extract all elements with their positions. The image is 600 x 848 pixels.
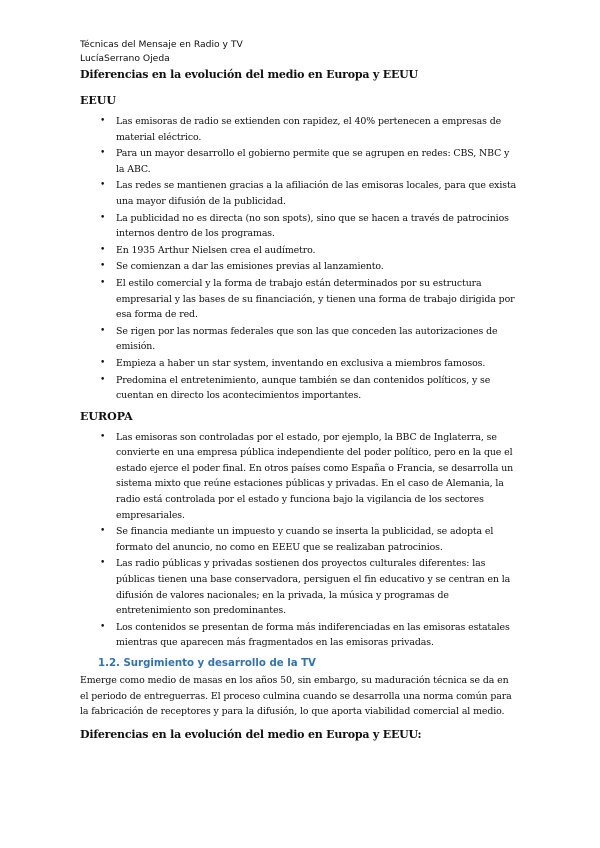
bullet-icon: • [100,558,106,569]
bullet-icon: • [100,244,106,255]
list-item: • Para un mayor desarrollo el gobierno permite que se agrupen en redes: CBS, NBC y la ABC. [100,148,510,175]
list-item: • Se rigen por las normas federales que son las que conceden las autorizaciones de emisión. [100,325,498,353]
bullet-icon: • [100,180,106,191]
subsection-heading: 1.2. Surgimiento y desarrollo de la TV [98,658,316,669]
europa-heading: EUROPA [80,409,133,423]
bullet-icon: • [100,374,106,385]
eeuu-heading: EEUU [80,94,116,107]
list-item: • En 1935 Arthur Nielsen crea el audímetro. [80,243,518,259]
header-author: LucíaSerrano Ojeda [80,53,170,64]
bullet-icon: • [100,357,106,368]
list-item: • Las redes se mantienen gracias a la afiliación de las emisoras locales, para que exista una mayor difusión de la publicidad. [100,180,517,207]
bullet-icon: • [100,148,106,159]
bullet-icon: • [100,325,106,336]
subsection-paragraph: Emerge como medio de masas en los años 50, sin embargo, su maduración técnica se da en el periodo de entreguerras. El proceso culmina cuando se desarrolla una norma común para la fabricación de receptores y para la difusión, lo que aporta viabilidad comercial al medio. [80,675,512,718]
list-item: • El estilo comercial y la forma de trabajo están determinados por su estructura empresarial y las bases de su financiación, y tienen una forma de trabajo dirigida por esa forma de red. [100,277,515,321]
list-item: • Las emisoras son controladas por el estado, por ejemplo, la BBC de Inglaterra, se convierte en una empresa pública independiente del poder político, pero en la que el estado ejerce el poder final. En otros países como España o Francia, se desarrolla un sistema mixto que reúne estaciones públicas y privadas. En el caso de Alemania, la radio está controlada por el estado y funciona bajo la vigilancia de los sectores empresariales. [100,431,514,521]
europa-bullet-list [80,430,518,651]
list-item: • Las radio públicas y privadas sostienen dos proyectos culturales diferentes: las públicas tienen una base conservadora, persiguen el fin educativo y se centran en la difusión de valores nacionales; en la privada, la música y programas de entretenimiento son predominantes. [100,558,511,617]
list-item: • Predomina el entretenimiento, aunque también se dan contenidos políticos, y se cuentan en directo los acontecimientos importantes. [100,374,491,402]
section-title: Diferencias en la evolución del medio en Europa y EEUU [80,68,418,81]
bullet-icon: • [100,621,106,632]
header-course-title: Técnicas del Mensaje en Radio y TV [80,39,243,50]
list-item: • La publicidad no es directa (no son spots), sino que se hacen a través de patrocinios internos dentro de los programas. [100,212,509,240]
eeuu-bullet-list [80,114,518,404]
bullet-icon: • [100,261,106,272]
bullet-icon: • [100,277,106,288]
list-item: • Se financia mediante un impuesto y cuando se inserta la publicidad, se adopta el formato del anuncio, no como en EEEU que se realizaban patrocinios. [100,526,494,553]
list-item: • Se comienzan a dar las emisiones previas al lanzamiento. [80,259,518,275]
list-item: • Las emisoras de radio se extienden con rapidez, el 40% pertenecen a empresas de material eléctrico. [100,116,502,143]
bullet-icon: • [100,431,106,442]
document-body [80,68,518,742]
bullet-icon: • [100,212,106,223]
list-item: • Los contenidos se presentan de forma más indiferenciadas en las emisoras estatales mientras que aparecen más fragmentados en las emisoras privadas. [100,621,510,649]
bullet-icon: • [100,526,106,537]
section-title-2: Diferencias en la evolución del medio en Europa y EEUU: [80,727,422,741]
list-item: • Empieza a haber un star system, inventando en exclusiva a miembros famosos. [80,356,518,372]
page-header [80,38,243,66]
bullet-icon: • [100,116,106,126]
